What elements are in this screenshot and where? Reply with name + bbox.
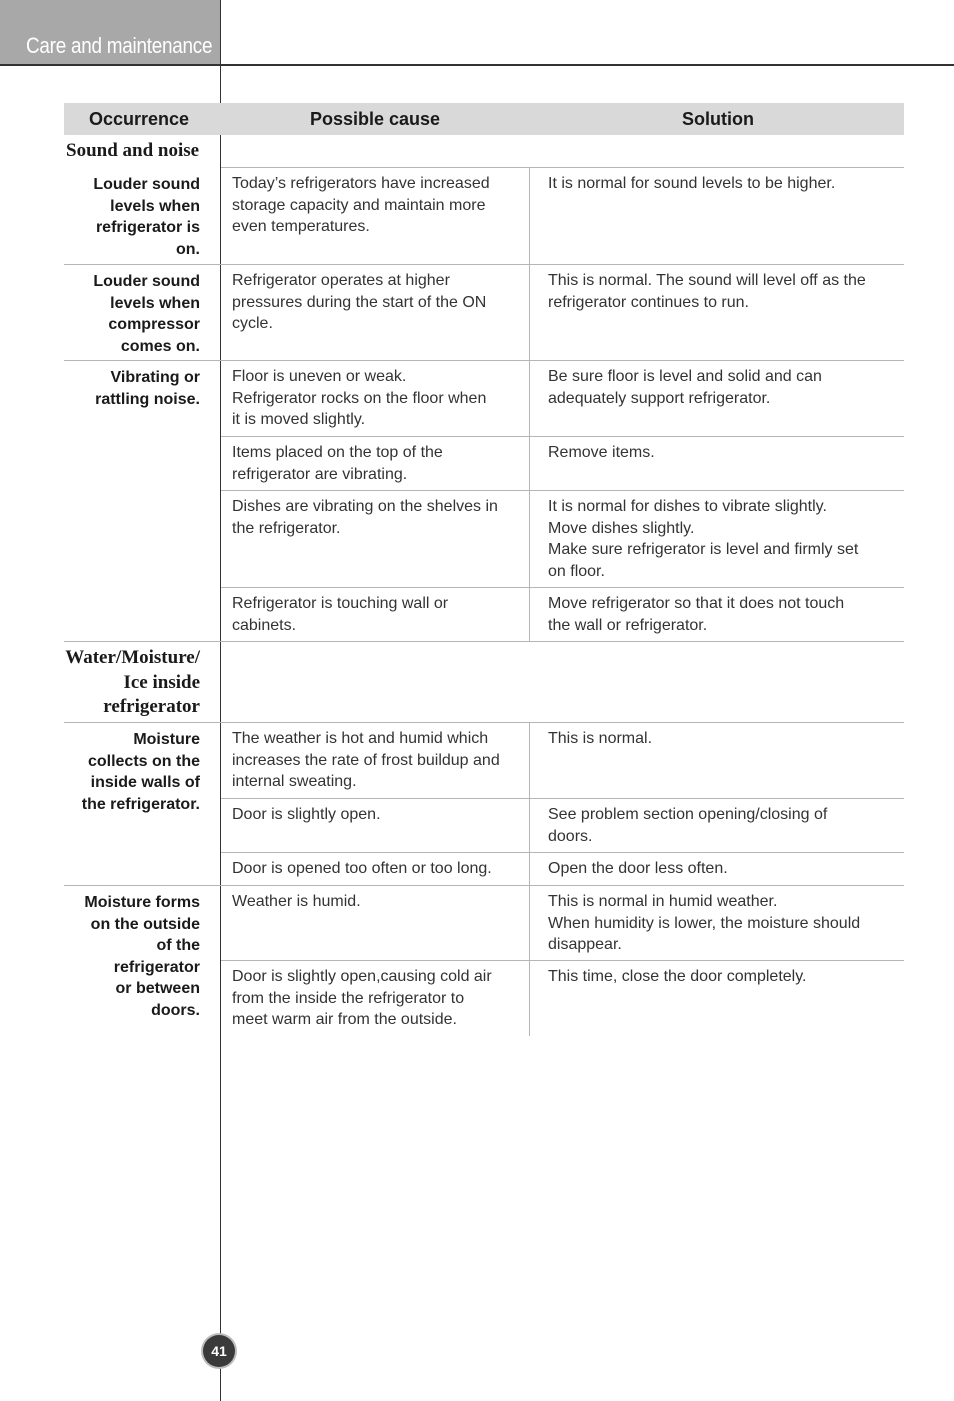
solution-line: When humidity is lower, the moisture should: [548, 914, 861, 932]
section-end-divider: [64, 641, 904, 642]
possible-cause: [232, 728, 522, 793]
cause-line: The weather is hot and humid which: [232, 730, 489, 747]
page-spine-line: [220, 0, 221, 1401]
section-tab-label: Care and maintenance: [26, 33, 213, 58]
solution: [548, 728, 898, 750]
possible-cause: [232, 270, 522, 335]
solution-line: It is normal for dishes to vibrate slightly.: [548, 498, 827, 515]
column-divider: [529, 798, 530, 852]
solution: [548, 858, 898, 880]
page-number: 41: [203, 1335, 235, 1367]
solution-line: This is normal. The sound will level off as the: [548, 272, 866, 289]
cause-line: Door is opened too often or too long.: [232, 860, 492, 877]
solution-line: This is normal in humid weather.: [548, 893, 778, 910]
occurrence-line: Moisture: [133, 731, 200, 748]
section-divider: [64, 722, 904, 723]
table-header: [64, 103, 904, 135]
section-title-line: refrigerator: [103, 696, 200, 717]
occurrence-label: [60, 271, 200, 357]
cause-line: Today’s refrigerators have increased: [232, 175, 490, 192]
cause-line: cabinets.: [232, 616, 297, 634]
cause-line: it is moved slightly.: [232, 411, 366, 428]
row-divider: [221, 798, 904, 799]
solution-line: Open the door less often.: [548, 860, 728, 877]
header-possible-cause: Possible cause: [310, 109, 441, 129]
column-divider: [529, 360, 530, 436]
occurrence-line: doors.: [151, 1001, 200, 1019]
solution: [548, 366, 898, 409]
column-divider: [529, 167, 530, 264]
solution: [548, 496, 898, 582]
row-divider: [221, 960, 904, 961]
section-title-line: Water/Moisture/: [65, 647, 200, 668]
possible-cause: [232, 966, 522, 1031]
column-divider: [529, 436, 530, 490]
possible-cause: [232, 593, 522, 636]
section-title-line: Ice inside: [123, 671, 200, 693]
occurrence-line: inside walls of: [90, 774, 200, 791]
occurrence-line: refrigerator is: [95, 219, 200, 236]
row-divider: [221, 587, 904, 588]
row-divider: [64, 360, 904, 361]
cause-line: Floor is uneven or weak.: [232, 368, 407, 385]
occurrence-line: on the outside: [90, 915, 200, 933]
occurrence-line: on.: [176, 240, 200, 258]
cause-line: Refrigerator is touching wall or: [232, 595, 449, 612]
possible-cause: [232, 496, 522, 539]
possible-cause: [232, 366, 522, 431]
solution-line: Move refrigerator so that it does not touch: [548, 595, 845, 612]
occurrence-line: compressor: [108, 316, 200, 333]
occurrence-line: refrigerator: [113, 958, 200, 976]
solution-line: adequately support refrigerator.: [548, 389, 771, 407]
cause-line: meet warm air from the outside.: [232, 1011, 457, 1028]
occurrence-line: or between: [115, 980, 200, 997]
solution: [548, 593, 898, 636]
occurrence-line: rattling noise.: [95, 390, 200, 408]
possible-cause: [232, 173, 522, 238]
solution: [548, 966, 898, 988]
solution-line: Be sure floor is level and solid and can: [548, 368, 822, 385]
occurrence-label: [60, 367, 200, 410]
occurrence-line: of the: [156, 937, 200, 954]
row-divider: [221, 852, 904, 853]
occurrence-line: levels when: [110, 197, 200, 215]
occurrence-line: comes on.: [120, 337, 200, 355]
column-divider: [529, 587, 530, 641]
solution: [548, 804, 898, 847]
section-title: [64, 646, 200, 720]
solution-line: It is normal for sound levels to be higher.: [548, 175, 836, 192]
cause-line: pressures during the start of the ON: [232, 293, 487, 311]
row-divider: [221, 436, 904, 437]
solution-line: disappear.: [548, 936, 622, 953]
solution-line: the wall or refrigerator.: [548, 616, 708, 634]
column-divider: [529, 490, 530, 587]
occurrence-line: Louder sound: [93, 273, 200, 290]
cause-line: even temperatures.: [232, 218, 370, 235]
occurrence-label: [60, 892, 200, 1021]
solution-line: This time, close the door completely.: [548, 968, 807, 985]
occurrence-line: Louder sound: [93, 176, 200, 193]
header-solution: Solution: [682, 109, 754, 129]
cause-line: Door is slightly open,causing cold air: [232, 968, 492, 985]
header-occurrence: Occurrence: [89, 109, 190, 129]
section-divider: [221, 167, 904, 168]
solution: [548, 442, 898, 464]
solution: [548, 270, 898, 313]
occurrence-line: collects on the: [87, 752, 200, 770]
cause-line: the refrigerator.: [232, 519, 341, 537]
occurrence-line: the refrigerator.: [81, 795, 200, 813]
section-title: [66, 139, 202, 164]
cause-line: Refrigerator operates at higher: [232, 272, 450, 289]
occurrence-line: levels when: [110, 294, 200, 312]
section-title-line: Sound and noise: [66, 140, 200, 161]
header-rule: [0, 64, 954, 66]
cause-line: Weather is humid.: [232, 893, 361, 910]
occurrence-label: [60, 729, 200, 815]
cause-line: refrigerator are vibrating.: [232, 465, 408, 483]
solution-line: Remove items.: [548, 444, 655, 461]
cause-line: from the inside the refrigerator to: [232, 989, 465, 1007]
solution-line: on floor.: [548, 562, 605, 580]
occurrence-line: Moisture forms: [84, 894, 200, 911]
column-divider: [529, 852, 530, 885]
cause-line: cycle.: [232, 315, 273, 332]
possible-cause: [232, 858, 522, 880]
cause-line: Dishes are vibrating on the shelves in: [232, 498, 498, 515]
row-divider: [64, 885, 904, 886]
occurrence-line: Vibrating or: [110, 369, 200, 386]
possible-cause: [232, 804, 522, 826]
solution-line: Make sure refrigerator is level and firmly set: [548, 541, 859, 558]
row-divider: [221, 490, 904, 491]
solution: [548, 173, 898, 195]
cause-line: storage capacity and maintain more: [232, 196, 486, 214]
column-divider: [529, 960, 530, 1036]
cause-line: Door is slightly open.: [232, 806, 381, 823]
cause-line: Items placed on the top of the: [232, 444, 443, 461]
cause-line: internal sweating.: [232, 773, 357, 790]
possible-cause: [232, 442, 522, 485]
solution-line: doors.: [548, 827, 593, 845]
column-divider: [529, 722, 530, 798]
column-divider: [529, 264, 530, 360]
solution-line: This is normal.: [548, 730, 653, 747]
row-divider: [64, 264, 904, 265]
occurrence-label: [60, 174, 200, 260]
solution-line: Move dishes slightly.: [548, 519, 695, 537]
column-divider: [529, 885, 530, 960]
possible-cause: [232, 891, 522, 913]
solution: [548, 891, 898, 956]
section-tab: [0, 0, 220, 65]
solution-line: See problem section opening/closing of: [548, 806, 828, 823]
solution-line: refrigerator continues to run.: [548, 293, 749, 311]
cause-line: increases the rate of frost buildup and: [232, 751, 500, 769]
cause-line: Refrigerator rocks on the floor when: [232, 389, 487, 407]
